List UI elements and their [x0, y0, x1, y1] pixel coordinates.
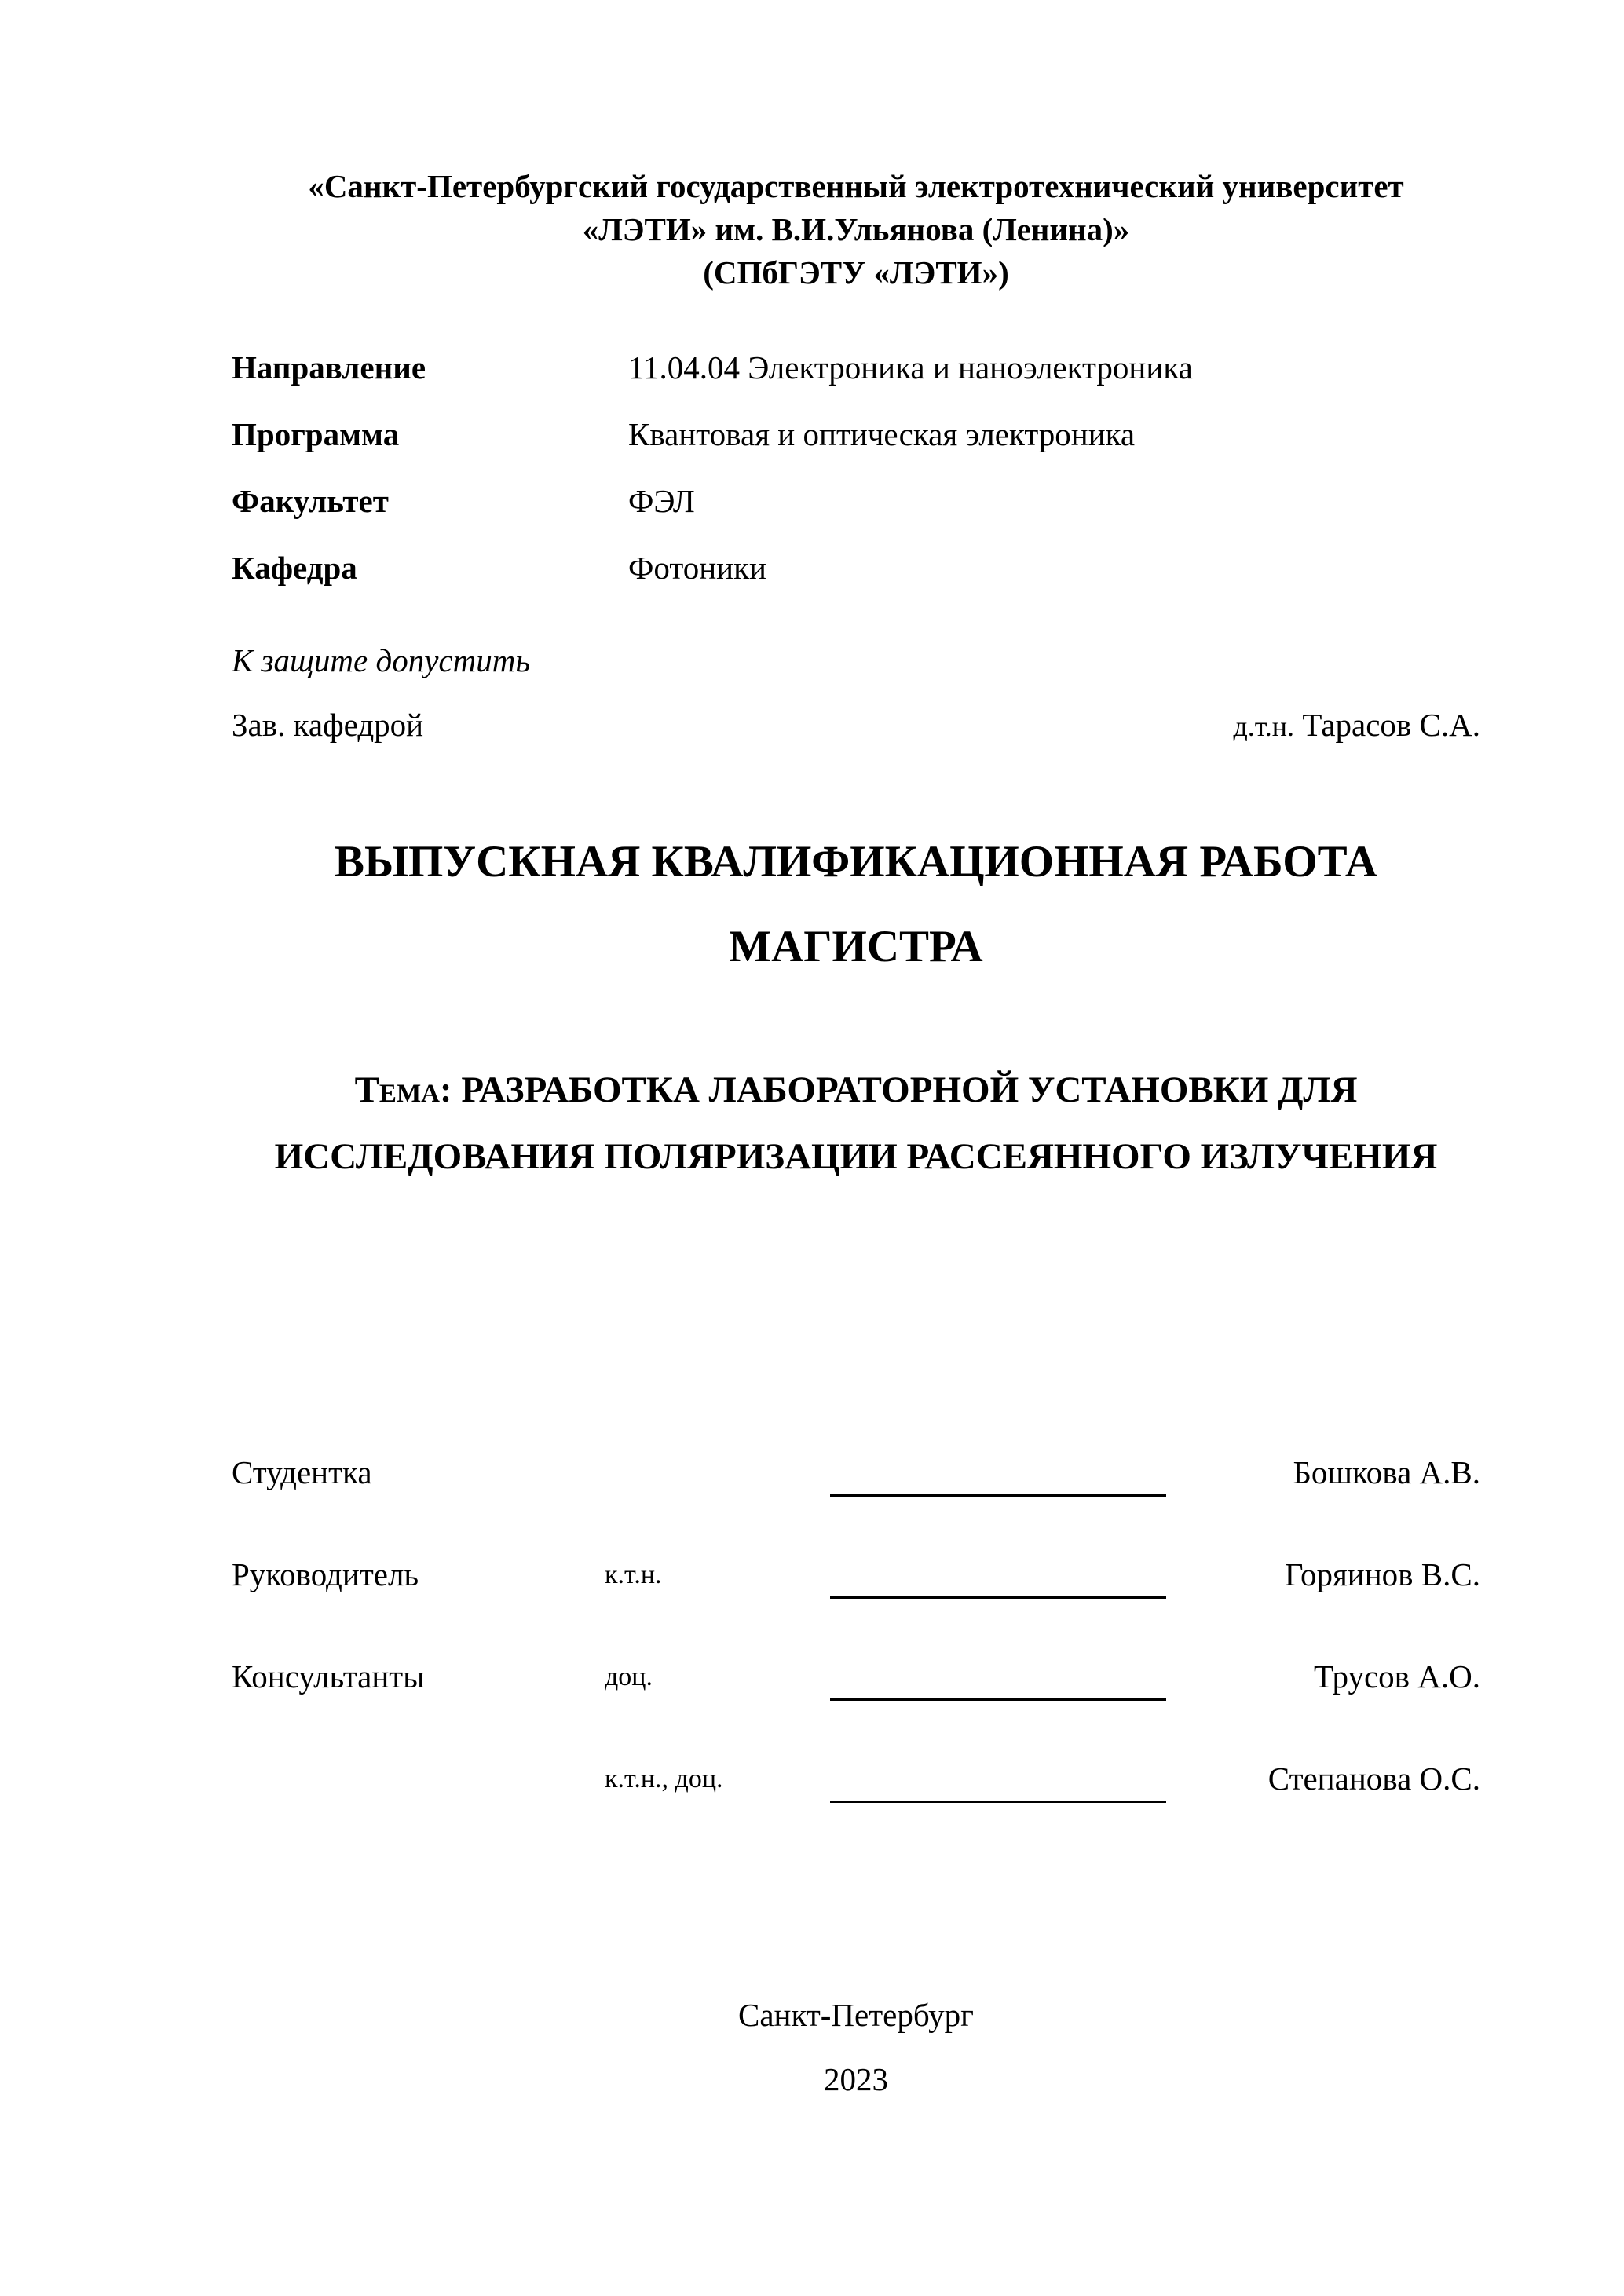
dept-head-row [232, 704, 1480, 748]
signature-row-student [232, 1451, 1480, 1497]
consultant1-degree: доц. [605, 1662, 653, 1691]
supervisor-name: Горяинов В.С. [1284, 1556, 1480, 1592]
consultant1-signature-line [830, 1655, 1166, 1701]
signature-row-supervisor [232, 1553, 1480, 1599]
info-row-direction [232, 346, 1480, 389]
student-role-label: Студентка [232, 1454, 372, 1490]
info-row-faculty [232, 480, 1480, 523]
main-title-line2: МАГИСТРА [729, 922, 983, 971]
supervisor-signature-line [830, 1553, 1166, 1599]
university-name-line2: «ЛЭТИ» им. В.И.Ульянова (Ленина)» [582, 211, 1130, 247]
direction-value: 11.04.04 Электроника и наноэлектроника [628, 349, 1193, 386]
footer [232, 1994, 1480, 2101]
supervisor-degree: к.т.н. [605, 1560, 662, 1589]
signature-row-consultant2 [232, 1757, 1480, 1803]
info-row-department [232, 547, 1480, 590]
student-signature-line [830, 1451, 1166, 1497]
footer-city: Санкт-Петербург [738, 1997, 974, 2033]
footer-year: 2023 [824, 2061, 888, 2097]
university-name-line1: «Санкт-Петербургский государственный электротехнический университет [308, 168, 1404, 204]
consultant2-degree: к.т.н., доц. [605, 1764, 723, 1793]
university-header [232, 165, 1480, 294]
dept-head-name: Тарасов С.А. [1302, 707, 1480, 743]
consultant1-name: Трусов А.О. [1314, 1658, 1480, 1695]
main-title-line1: ВЫПУСКНАЯ КВАЛИФИКАЦИОННАЯ РАБОТА [334, 837, 1377, 887]
program-info-block [232, 346, 1480, 590]
consultant2-name: Степанова О.С. [1267, 1760, 1480, 1797]
topic-paragraph [232, 1057, 1480, 1190]
admission-phrase: К защите допустить [232, 642, 530, 678]
program-value: Квантовая и оптическая электроника [628, 416, 1136, 452]
university-name-line3: (СПбГЭТУ «ЛЭТИ») [703, 254, 1009, 291]
department-value: Фотоники [628, 550, 766, 586]
direction-label: Направление [232, 349, 426, 386]
topic-label: Тема: [354, 1069, 452, 1110]
info-row-program [232, 413, 1480, 456]
signature-block [232, 1451, 1480, 1803]
faculty-value: ФЭЛ [628, 483, 695, 519]
dept-head-signature [1233, 704, 1480, 748]
topic-text: РАЗРАБОТКА ЛАБОРАТОРНОЙ УСТАНОВКИ ДЛЯ ИССЛЕДОВАНИЯ ПОЛЯРИЗАЦИИ РАССЕЯННОГО ИЗЛУЧЕНИЯ [274, 1069, 1438, 1177]
student-name: Бошкова А.В. [1293, 1454, 1480, 1490]
main-title [232, 820, 1480, 989]
dept-head-label: Зав. кафедрой [232, 707, 424, 743]
consultant2-signature-line [830, 1757, 1166, 1803]
signature-row-consultant1 [232, 1655, 1480, 1701]
consultants-role-label: Консультанты [232, 1658, 425, 1695]
program-label: Программа [232, 416, 400, 452]
supervisor-role-label: Руководитель [232, 1556, 419, 1592]
department-label: Кафедра [232, 550, 357, 586]
faculty-label: Факультет [232, 483, 389, 519]
dept-head-degree: д.т.н. [1233, 711, 1295, 742]
